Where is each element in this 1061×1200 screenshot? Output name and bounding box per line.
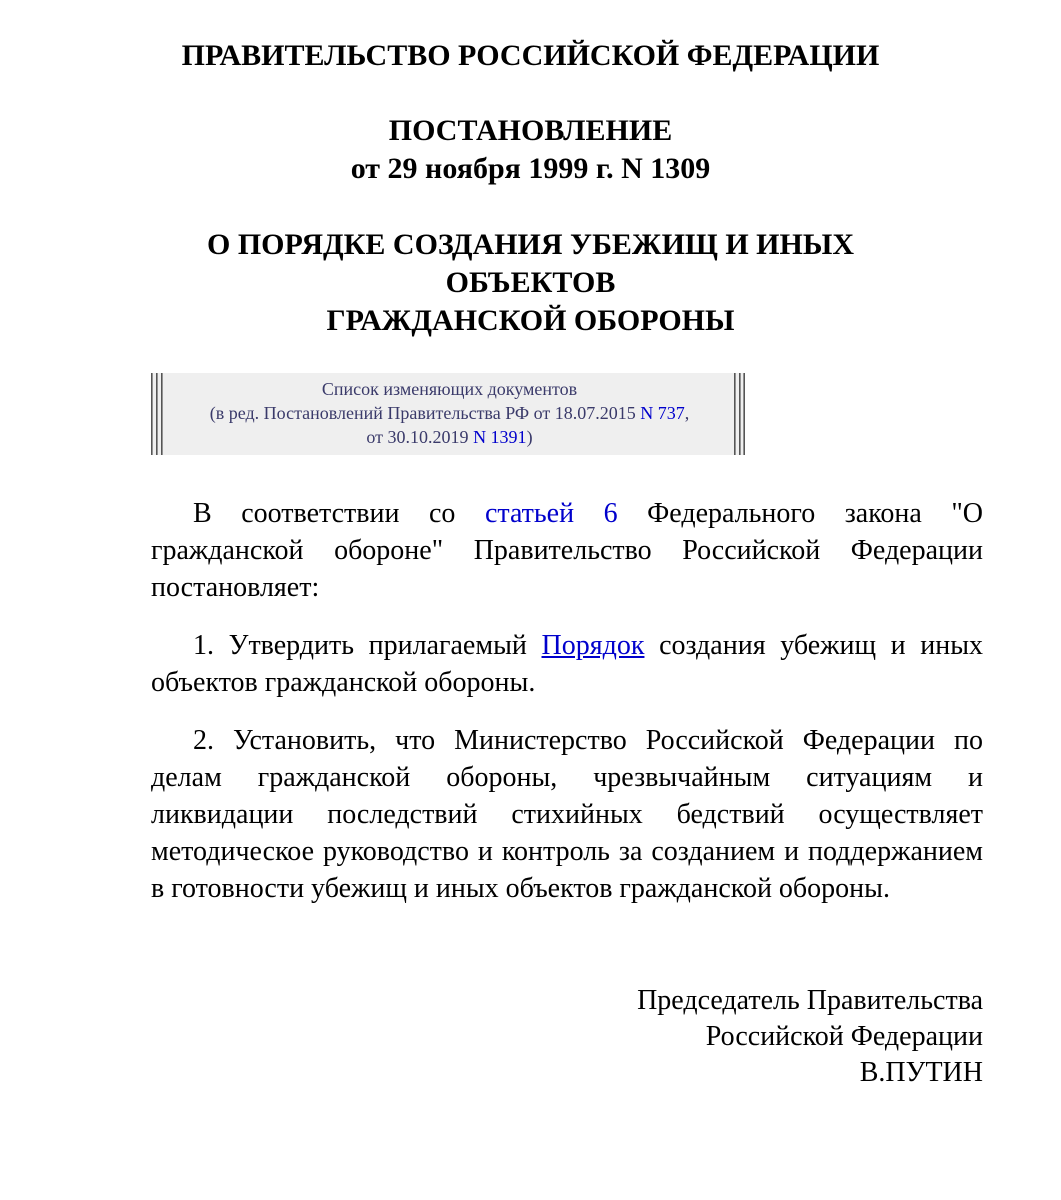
amendments-box-left-bar xyxy=(151,373,165,455)
amendments-line-3 xyxy=(166,425,733,449)
amendment-link-737[interactable]: N 737 xyxy=(640,403,685,423)
government-heading: ПРАВИТЕЛЬСТВО РОССИЙСКОЙ ФЕДЕРАЦИИ xyxy=(181,39,880,72)
amendments-line-2-text: (в ред. Постановлений Правительства РФ от 18.07.2015 xyxy=(209,403,636,423)
signature-position: Председатель Правительства xyxy=(637,985,983,1016)
document-title xyxy=(0,226,1061,340)
amendments-line-3-suffix: ) xyxy=(526,427,533,447)
document-date-number: от 29 ноября 1999 г. N 1309 xyxy=(350,152,711,185)
paragraph-item-1 xyxy=(151,627,983,701)
paragraph-item-2 xyxy=(151,722,983,907)
amendments-line-2 xyxy=(166,401,733,425)
document-title-line2: ГРАЖДАНСКОЙ ОБОРОНЫ xyxy=(326,304,735,337)
signature-org: Российской Федерации xyxy=(705,1021,983,1052)
poryadok-link[interactable]: Порядок xyxy=(541,630,645,661)
amendments-title: Список изменяющих документов xyxy=(321,379,578,399)
amendment-link-1391[interactable]: N 1391 xyxy=(473,427,527,447)
amendments-box-right-bar xyxy=(733,373,745,455)
item-1-text-after: создания убежищ и иных объектов гражданской обороны. xyxy=(151,630,984,698)
amendments-box xyxy=(151,373,745,455)
amendments-text xyxy=(166,377,733,449)
document-title-line1: О ПОРЯДКЕ СОЗДАНИЯ УБЕЖИЩ И ИНЫХ ОБЪЕКТОВ xyxy=(207,228,854,299)
preamble-text-after: Федерального закона "О гражданской обороне" Правительство Российской Федерации постановляет: xyxy=(151,498,984,603)
paragraph-preamble xyxy=(151,495,983,606)
signature-block xyxy=(637,983,983,1091)
amendments-line-2-suffix: , xyxy=(684,403,690,423)
item-2-text: 2. Установить, что Министерство Российской Федерации по делам гражданской обороны, чрезвычайным ситуациям и ликвидации последствий стихийных бедствий осуществляет методическое руководство и контроль за созданием и поддержанием в готовности убежищ и иных объектов гражданской обороны. xyxy=(151,725,983,904)
item-1-text-before: 1. Утвердить прилагаемый xyxy=(193,630,527,661)
preamble-text-before: В соответствии со xyxy=(193,498,456,529)
signature-name: В.ПУТИН xyxy=(859,1057,983,1088)
document-type-heading xyxy=(0,112,1061,188)
amendments-line-3-text: от 30.10.2019 xyxy=(366,427,469,447)
document-type: ПОСТАНОВЛЕНИЕ xyxy=(388,114,673,147)
article-6-link[interactable]: статьей 6 xyxy=(484,498,618,529)
